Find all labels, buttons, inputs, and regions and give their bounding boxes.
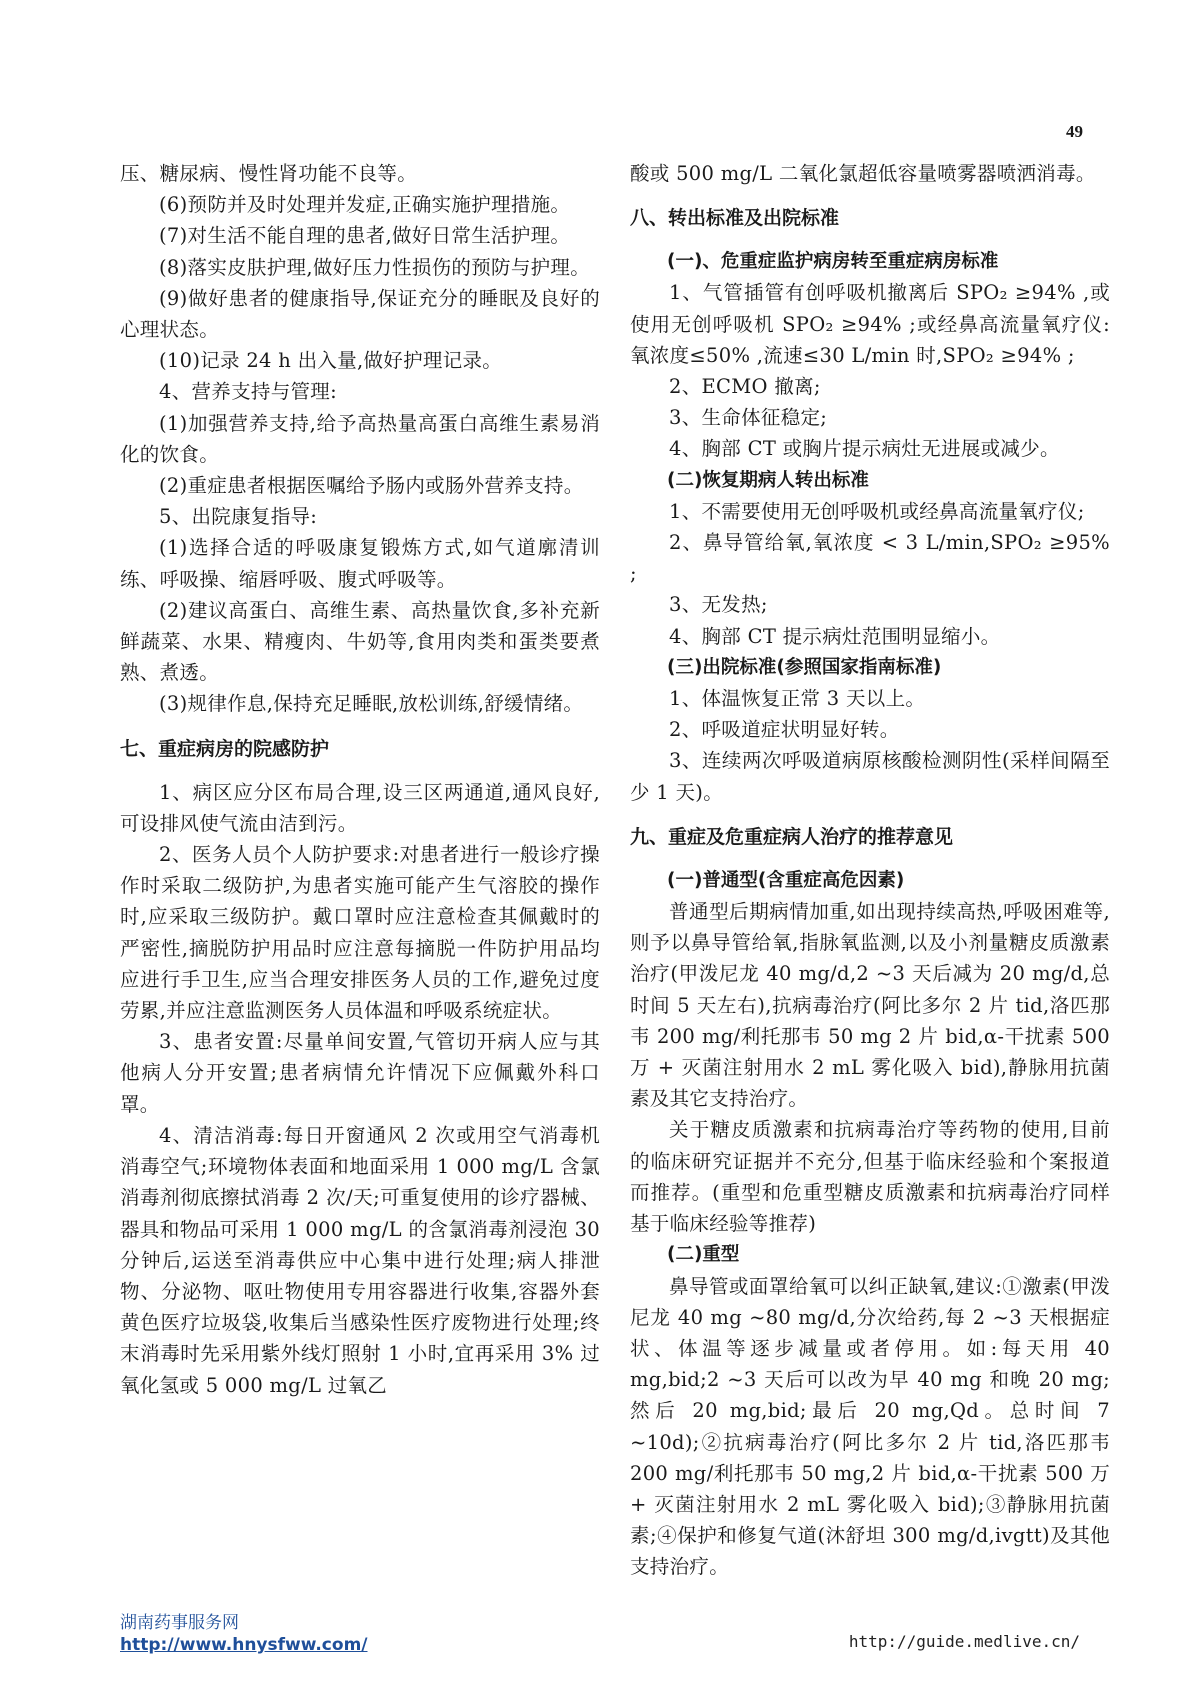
paragraph: 3、连续两次呼吸道病原核酸检测阴性(采样间隔至少 1 天)。: [630, 749, 1110, 804]
footer-guide-link[interactable]: http://guide.medlive.cn/: [848, 1632, 1080, 1651]
paragraph: (3)规律作息,保持充足睡眠,放松训练,舒缓情绪。: [159, 692, 584, 716]
paragraph: 1、气管插管有创呼吸机撤离后 SPO₂ ≥94% ,或使用无创呼吸机 SPO₂ ≥94% ;或经鼻高流量氧疗仪:氧浓度≤50% ,流速≤30 L/min 时,SPO₂ ≥94% ;: [630, 281, 1110, 367]
paragraph: (6)预防并及时处理并发症,正确实施护理措施。: [159, 193, 571, 217]
right-column: [630, 158, 1110, 1583]
paragraph: 5、出院康复指导:: [159, 505, 318, 529]
section-heading: 九、重症及危重症病人治疗的推荐意见: [630, 825, 954, 848]
page-number: 49: [1066, 122, 1083, 141]
paragraph: 2、呼吸道症状明显好转。: [669, 718, 900, 742]
subsection-heading: (三)出院标准(参照国家指南标准): [667, 656, 942, 678]
paragraph: 关于糖皮质激素和抗病毒治疗等药物的使用,目前的临床研究证据并不充分,但基于临床经验和个案报道而推荐。(重型和危重型糖皮质激素和抗病毒治疗同样基于临床经验等推荐): [630, 1118, 1110, 1236]
paragraph: 4、营养支持与管理:: [159, 380, 337, 404]
paragraph: 4、清洁消毒:每日开窗通风 2 次或用空气消毒机消毒空气;环境物体表面和地面采用 1 000 mg/L 含氯消毒剂彻底擦拭消毒 2 次/天;可重复使用的诊疗器械、器具和物品可采用 1 000 mg/L 的含氯消毒剂浸泡 30 分钟后,运送至消毒供应中心集中进行处理;病人排泄物、分泌物、呕吐物使用专用容器进行收集,容器外套黄色医疗垃圾袋,收集后当感染性医疗废物进行处理;终末消毒时先采用紫外线灯照射 1 小时,宜再采用 3% 过氧化氢或 5 000 mg/L 过氧乙: [120, 1123, 600, 1397]
paragraph: 1、病区应分区布局合理,设三区两通道,通风良好,可设排风使气流由洁到污。: [120, 780, 600, 835]
paragraph: (1)选择合适的呼吸康复锻炼方式,如气道廓清训练、呼吸操、缩唇呼吸、腹式呼吸等。: [120, 536, 600, 591]
subsection-heading: (二)重型: [667, 1244, 740, 1266]
paragraph: 4、胸部 CT 或胸片提示病灶无进展或减少。: [669, 437, 1060, 461]
paragraph: 3、生命体征稳定;: [669, 406, 828, 430]
paragraph: 酸或 500 mg/L 二氧化氯超低容量喷雾器喷洒消毒。: [630, 162, 1096, 185]
paragraph: 4、胸部 CT 提示病灶范围明显缩小。: [669, 624, 1001, 648]
subsection-heading: (一)普通型(含重症高危因素): [667, 869, 905, 891]
footer-left: [120, 1612, 368, 1656]
paragraph: 2、医务人员个人防护要求:对患者进行一般诊疗操作时采取二级防护,为患者实施可能产生气溶胶的操作时,应采取三级防护。戴口罩时应注意检查其佩戴时的严密性,摘脱防护用品时应注意每摘脱一件防护用品均应进行手卫生,应当合理安排医务人员的工作,避免过度劳累,并应注意监测医务人员体温和呼吸系统症状。: [120, 843, 600, 1023]
paragraph: (1)加强营养支持,给予高热量高蛋白高维生素易消化的饮食。: [120, 411, 600, 466]
section-heading: 八、转出标准及出院标准: [630, 207, 840, 230]
left-column: [120, 158, 600, 1401]
section-heading: 七、重症病房的院感防护: [120, 737, 330, 760]
paragraph: (2)重症患者根据医嘱给予肠内或肠外营养支持。: [159, 474, 584, 498]
paragraph: 普通型后期病情加重,如出现持续高热,呼吸困难等,则予以鼻导管给氧,指脉氧监测,以及小剂量糖皮质激素治疗(甲泼尼龙 40 mg/d,2 ~3 天后减为 20 mg/d,总时间 5 天左右),抗病毒治疗(阿比多尔 2 片 tid,洛匹那韦 200 mg/利托那韦 50 mg 2 片 bid,α-干扰素 500 万 + 灭菌注射用水 2 mL 雾化吸入 bid),静脉用抗菌素及其它支持治疗。: [630, 900, 1110, 1111]
paragraph: 2、鼻导管给氧,氧浓度 < 3 L/min,SPO₂ ≥95% ;: [630, 531, 1110, 586]
paragraph: (10)记录 24 h 出入量,做好护理记录。: [159, 349, 503, 373]
paragraph: 1、体温恢复正常 3 天以上。: [669, 687, 926, 711]
subsection-heading: (一)、危重症监护病房转至重症病房标准: [667, 251, 999, 273]
paragraph: 鼻导管或面罩给氧可以纠正缺氧,建议:①激素(甲泼尼龙 40 mg ~80 mg/d,分次给药,每 2 ~3 天根据症状、体温等逐步减量或者停用。如:每天用 40 mg,bid;2 ~3 天后可以改为早 40 mg 和晚 20 mg;然后 20 mg,bid;最后 20 mg,Qd。总时间 7 ~10d);②抗病毒治疗(阿比多尔 2 片 tid,洛匹那韦 200 mg/利托那韦 50 mg,2 片 bid,α-干扰素 500 万 + 灭菌注射用水 2 mL 雾化吸入 bid);③静脉用抗菌素;④保护和修复气道(沐舒坦 300 mg/d,ivgtt)及其他支持治疗。: [630, 1274, 1110, 1579]
paragraph: (7)对生活不能自理的患者,做好日常生活护理。: [159, 224, 571, 248]
footer-site-name: 湖南药事服务网: [120, 1613, 239, 1633]
paragraph: 3、患者安置:尽量单间安置,气管切开病人应与其他病人分开安置;患者病情允许情况下应佩戴外科口罩。: [120, 1030, 600, 1116]
paragraph: 压、糖尿病、慢性肾功能不良等。: [120, 162, 418, 185]
paragraph: (9)做好患者的健康指导,保证充分的睡眠及良好的心理状态。: [120, 286, 600, 342]
subsection-heading: (二)恢复期病人转出标准: [667, 469, 869, 491]
paragraph: (8)落实皮肤护理,做好压力性损伤的预防与护理。: [159, 255, 591, 279]
paragraph: 2、ECMO 撤离;: [669, 375, 821, 399]
footer-site-link[interactable]: http://www.hnysfww.com/: [120, 1635, 368, 1655]
paragraph: 3、无发热;: [669, 593, 768, 617]
paragraph: (2)建议高蛋白、高维生素、高热量饮食,多补充新鲜蔬菜、水果、精瘦肉、牛奶等,食用肉类和蛋类要煮熟、煮透。: [120, 598, 600, 685]
paragraph: 1、不需要使用无创呼吸机或经鼻高流量氧疗仪;: [669, 499, 1085, 523]
